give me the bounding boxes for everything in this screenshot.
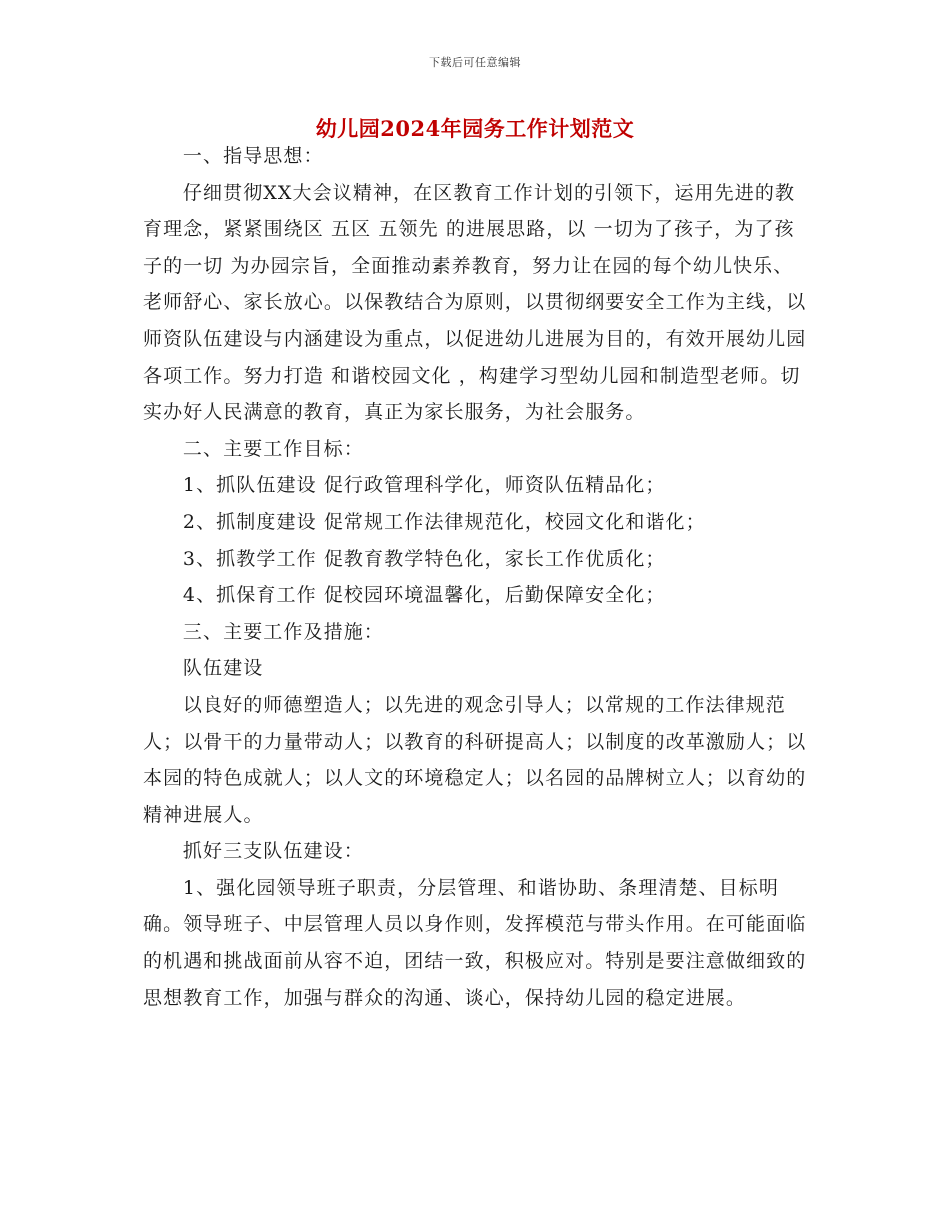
- body-paragraph: 仔细贯彻XX大会议精神，在区教育工作计划的引领下，运用先进的教育理念，紧紧围绕区 五区 五领先 的进展思路，以 一切为了孩子，为了孩子的一切 为办园宗旨，全面推动素养教育，努力让在园的每个幼儿快乐、老师舒心、家长放心。以保教结合为原则，以贯彻纲要安全工作为主线，以师资队伍建设与内涵建设为重点，以促进幼儿进展为目的，有效开展幼儿园各项工作。努力打造 和谐校园文化 ，构建学习型幼儿园和制造型老师。切实办好人民满意的教育，真正为家长服务，为社会服务。: [143, 181, 807, 424]
- subsection-heading-three-teams: 抓好三支队伍建设：: [182, 840, 364, 863]
- document-body: [143, 138, 811, 1016]
- document-title: 幼儿园2024年园务工作计划范文: [315, 116, 635, 141]
- goal-item: 3、抓教学工作 促教育教学特色化，家长工作优质化；: [182, 547, 666, 570]
- page-header-note: 下载后可任意编辑: [429, 56, 521, 69]
- subsection-heading-team-building: 队伍建设: [182, 657, 264, 680]
- body-paragraph: 1、强化园领导班子职责，分层管理、和谐协助、条理清楚、目标明确。领导班子、中层管理人员以身作则，发挥模范与带头作用。在可能面临的机遇和挑战面前从容不迫，团结一致，积极应对。特别是要注意做细致的思想教育工作，加强与群众的沟通、谈心，保持幼儿园的稳定进展。: [143, 876, 807, 1009]
- section-heading-guiding-ideology: 一、指导思想：: [182, 145, 324, 167]
- body-paragraph: 以良好的师德塑造人；以先进的观念引导人；以常规的工作法律规范人；以骨干的力量带动人；以教育的科研提高人；以制度的改革激励人；以本园的特色成就人；以人文的环境稳定人；以名园的品牌树立人；以育幼的精神进展人。: [143, 693, 807, 826]
- goal-item: 2、抓制度建设 促常规工作法律规范化，校园文化和谐化；: [182, 510, 706, 533]
- section-heading-main-goals: 二、主要工作目标：: [182, 437, 364, 460]
- goal-item: 4、抓保育工作 促校园环境温馨化，后勤保障安全化；: [182, 584, 666, 607]
- goal-item: 1、抓队伍建设 促行政管理科学化，师资队伍精品化；: [182, 474, 666, 497]
- section-heading-main-work: 三、主要工作及措施：: [182, 620, 384, 643]
